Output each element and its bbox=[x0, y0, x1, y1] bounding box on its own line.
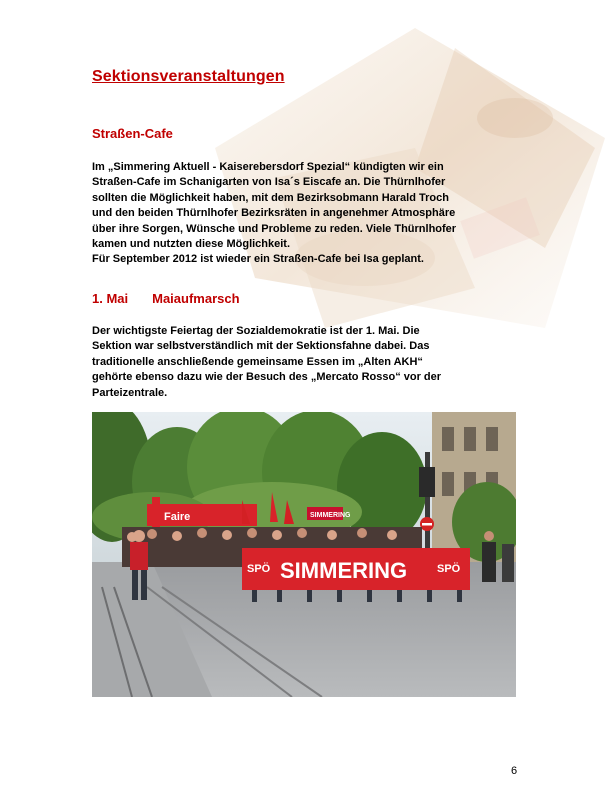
banner-logo-left: SPÖ bbox=[247, 563, 271, 575]
paragraph-line: Parteizentrale. bbox=[92, 386, 168, 399]
strassen-cafe-paragraph bbox=[92, 160, 518, 268]
page-number: 6 bbox=[511, 765, 518, 777]
page-title: Sektionsveranstaltungen bbox=[92, 68, 285, 85]
heading-date: 1. Mai bbox=[92, 291, 129, 306]
street-sign-text: SIMMERING bbox=[310, 512, 351, 519]
paragraph-line: über ihre Sorgen, Wünsche und Probleme zu reden. Viele Thürnlhofer bbox=[92, 222, 457, 235]
paragraph-line: kamen und nutzten diese Möglichkeit. bbox=[92, 238, 291, 251]
paragraph-line: sollten die Möglichkeit haben, mit dem Bezirksobmann Harald Troch bbox=[92, 191, 449, 204]
paragraph-line: Im „Simmering Aktuell - Kaiserebersdorf Spezial“ kündigten wir ein bbox=[92, 161, 444, 173]
maiaufmarsch-paragraph bbox=[92, 324, 518, 401]
paragraph-line: und den beiden Thürnlhofer Bezirksräten in angenehmer Atmosphäre bbox=[92, 207, 456, 220]
paragraph-line: Sektion war selbstverständlich mit der Sektionsfahne dabei. Das bbox=[92, 340, 430, 353]
banner-logo-right: SPÖ bbox=[437, 563, 461, 575]
paragraph-line: Der wichtigste Feiertag der Sozialdemokratie ist der 1. Mai. Die bbox=[92, 325, 420, 337]
heading-title: Maiaufmarsch bbox=[152, 291, 240, 306]
paragraph-line: Straßen-Cafe im Schanigarten von Isa´s Eiscafe an. Die Thürnlhofer bbox=[92, 176, 446, 189]
paragraph-line: Für September 2012 ist wieder ein Straßen-Cafe bei Isa geplant. bbox=[92, 253, 424, 266]
simmering-banner bbox=[242, 548, 470, 590]
back-banner bbox=[147, 504, 257, 526]
section-heading-maiaufmarsch bbox=[92, 291, 240, 306]
paragraph-line: traditionelle anschließende gemeinsame Essen im „Alten AKH“ bbox=[92, 355, 423, 368]
parade-photo bbox=[92, 412, 516, 697]
paragraph-line: gehörte ebenso dazu wie der Besuch des „Mercato Rosso“ vor der bbox=[92, 371, 442, 384]
section-heading-strassen-cafe: Straßen-Cafe bbox=[92, 126, 173, 141]
back-banner-text: Faire bbox=[164, 511, 191, 523]
banner-text: SIMMERING bbox=[280, 558, 408, 583]
